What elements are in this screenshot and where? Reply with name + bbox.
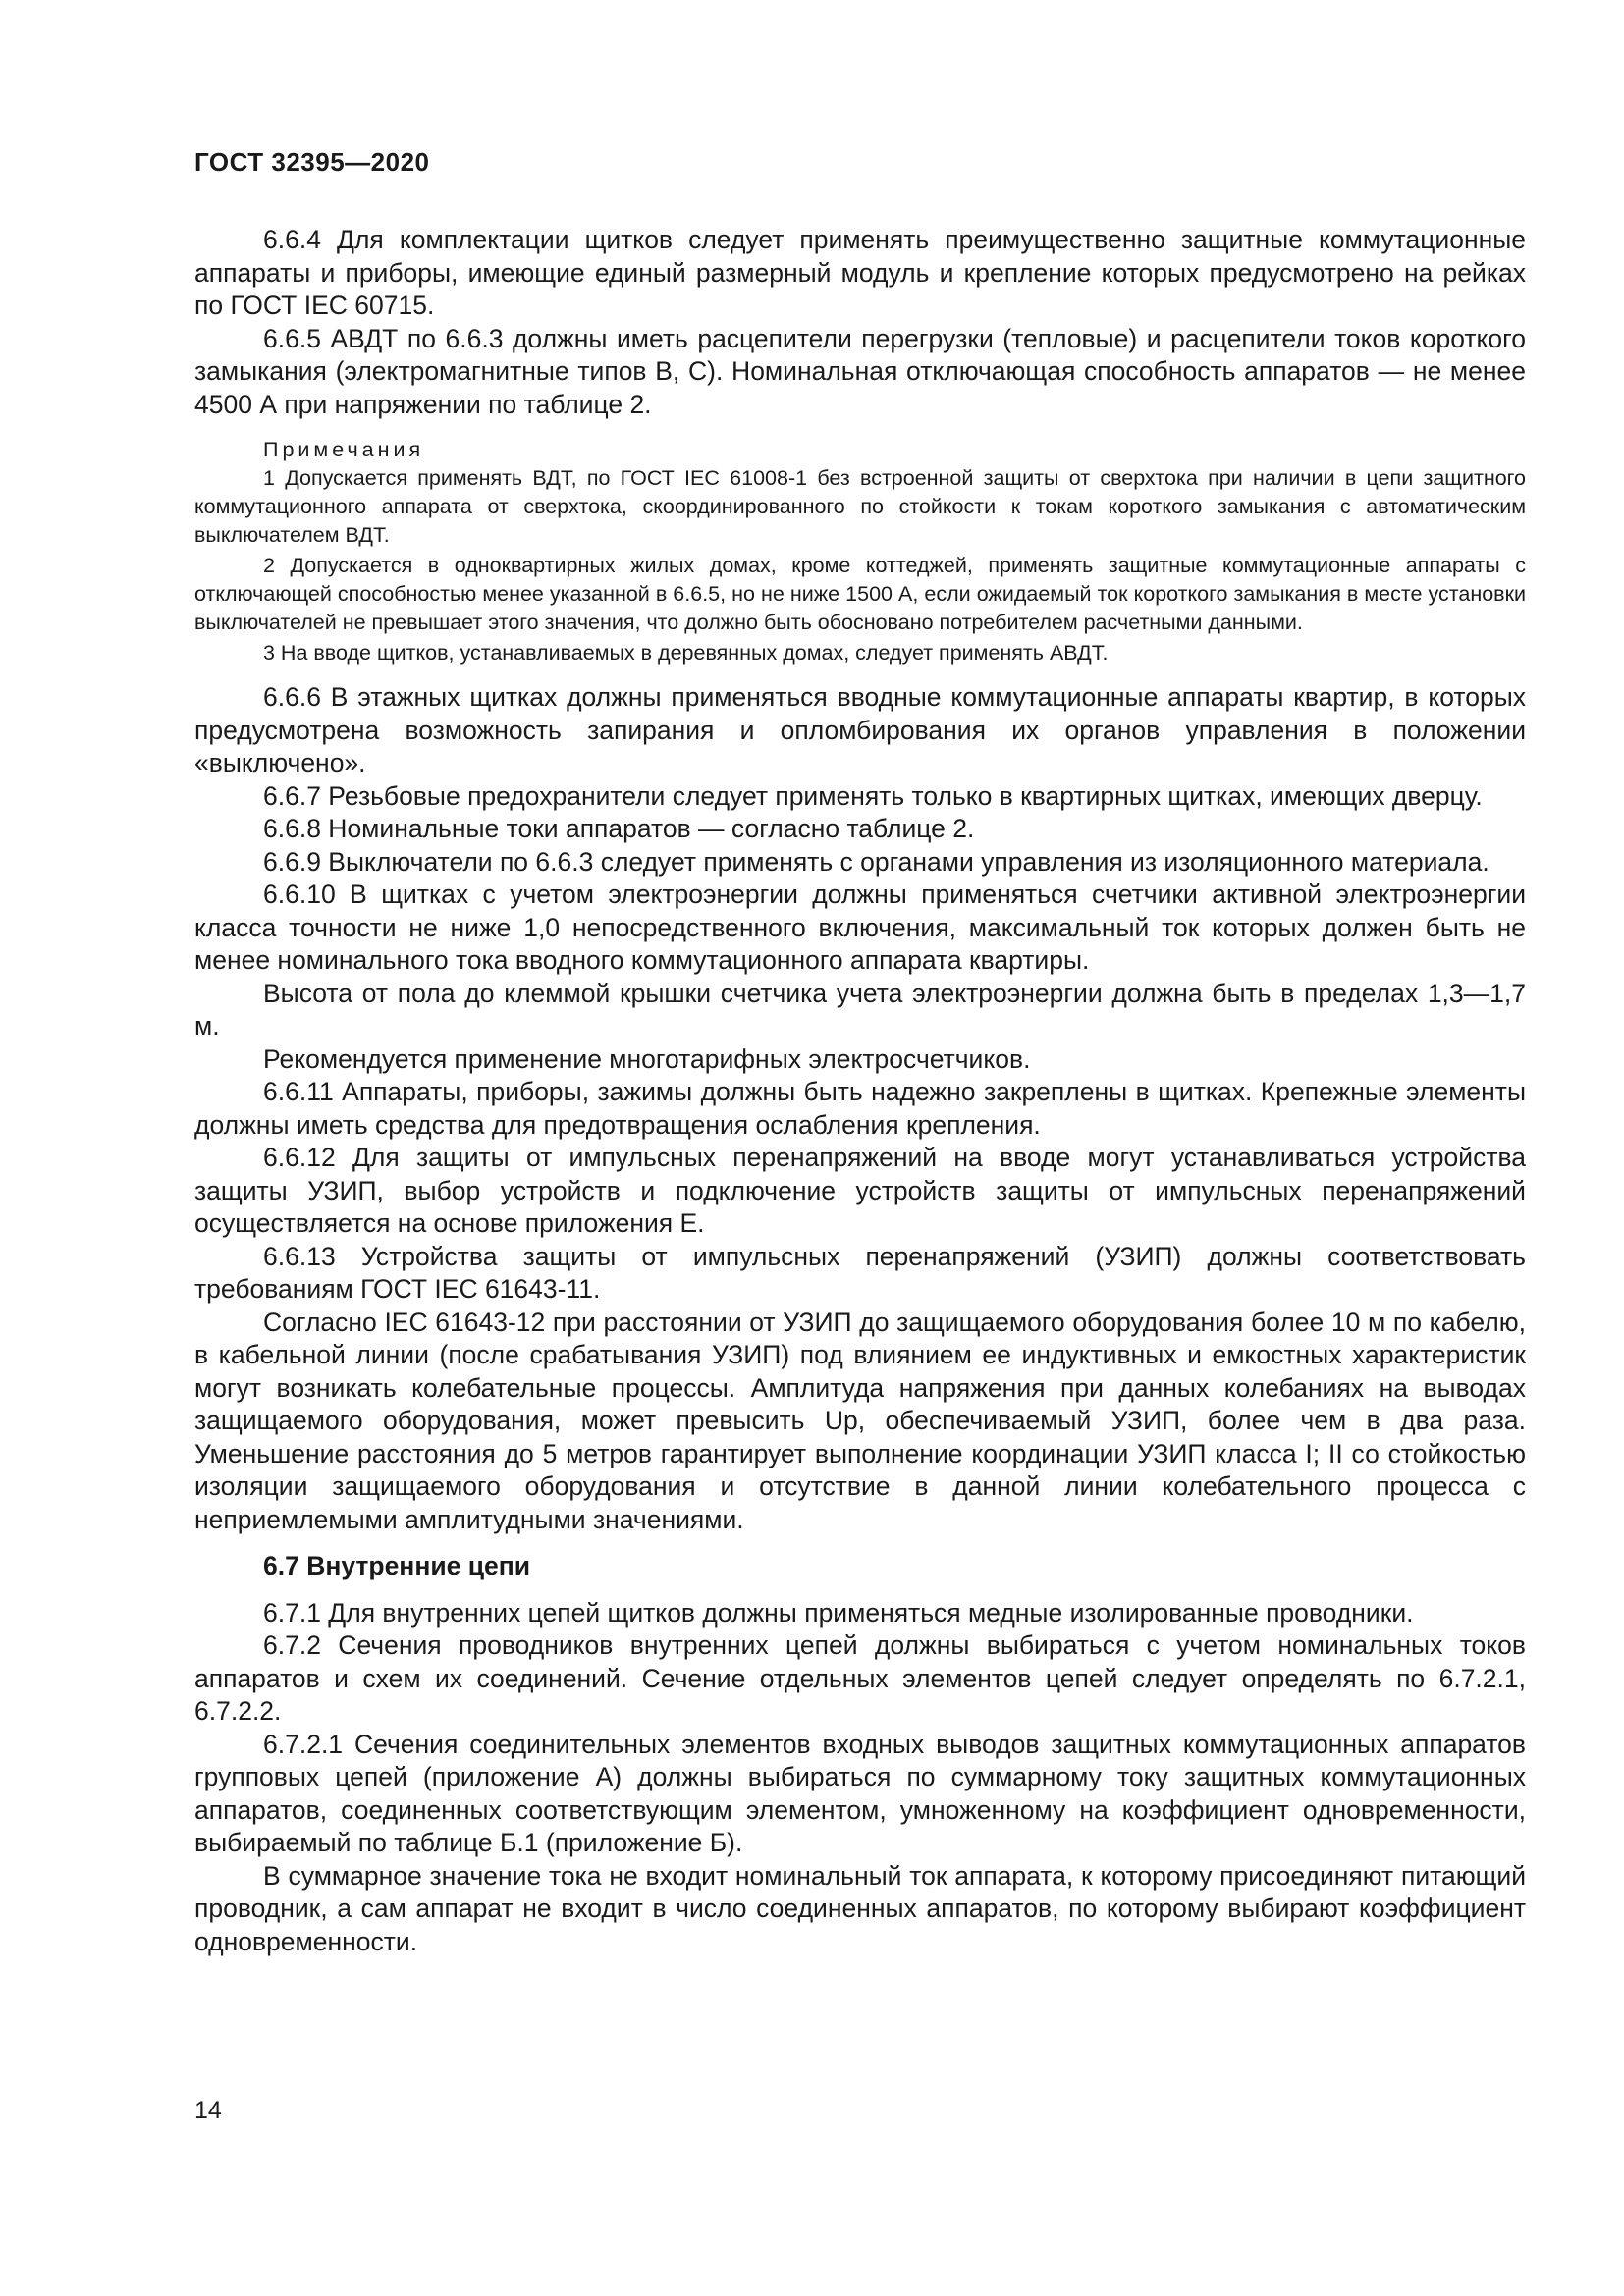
- clause-6-6-11: 6.6.11 Аппараты, приборы, зажимы должны быть надежно закреплены в щитках. Крепежные элементы должны иметь средства для предотвращения ослабления крепления.: [194, 1077, 1526, 1140]
- note-2: 2 Допускается в одноквартирных жилых домах, кроме коттеджей, применять защитные коммутационные аппараты с отключающей способностью менее указанной в 6.6.5, но не ниже 1500 А, если ожидаемый ток короткого замыкания в месте установки выключателей не превышает этого значения, что должно быть обосновано потребителем расчетными данными.: [194, 554, 1526, 634]
- clause-6-6-12: 6.6.12 Для защиты от импульсных перенапряжений на вводе могут устанавливаться устройства защиты УЗИП, выбор устройств и подключение устройств защиты от импульсных перенапряжений осуществляется на основе приложения Е.: [194, 1143, 1526, 1238]
- clause-6-7-2-1: 6.7.2.1 Сечения соединительных элементов входных выводов защитных коммутационных аппаратов групповых цепей (приложение А) должны выбираться по суммарному току защитных коммутационных аппаратов, соединенных соответствующим элементом, умноженному на коэффициент одновременности, выбираемый по таблице Б.1 (приложение Б).: [194, 1729, 1526, 1857]
- clause-6-6-7: 6.6.7 Резьбовые предохранители следует применять только в квартирных щитках, имеющих дверцу.: [263, 780, 1483, 811]
- document-code-header: ГОСТ 32395—2020: [194, 147, 430, 177]
- clause-6-6-4: 6.6.4 Для комплектации щитков следует применять преимущественно защитные коммутационные аппараты и приборы, имеющие единый размерный модуль и крепление которых предусмотрено на рейках по ГОСТ IEC 60715.: [194, 225, 1526, 320]
- clause-6-6-10: 6.6.10 В щитках с учетом электроэнергии должны применяться счетчики активной электроэнергии класса точности не ниже 1,0 непосредственного включения, максимальный ток которых должен быть не менее номинального тока вводного коммутационного аппарата квартиры.: [194, 880, 1526, 975]
- clause-6-7-1: 6.7.1 Для внутренних цепей щитков должны применяться медные изолированные проводники.: [263, 1597, 1414, 1628]
- document-body: [194, 224, 1526, 1958]
- clause-6-6-6: 6.6.6 В этажных щитках должны применяться вводные коммутационные аппараты квартир, в которых предусмотрена возможность запирания и опломбирования их органов управления в положении «выключено».: [194, 682, 1526, 777]
- page-number: 14: [194, 2097, 222, 2124]
- section-heading-6-7: 6.7 Внутренние цепи: [263, 1551, 531, 1580]
- notes-block: [194, 435, 1526, 667]
- clause-6-7-2: 6.7.2 Сечения проводников внутренних цепей должны выбираться с учетом номинальных токов аппаратов и схем их соединений. Сечение отдельных элементов цепей следует определять по 6.7.2.1, 6.7.2.2.: [194, 1630, 1526, 1726]
- note-3: 3 На вводе щитков, устанавливаемых в деревянных домах, следует применять АВДТ.: [263, 641, 1109, 665]
- clause-6-6-5: 6.6.5 АВДТ по 6.6.3 должны иметь расцепители перегрузки (тепловые) и расцепители токов короткого замыкания (электромагнитные типов B, C). Номинальная отключающая способность аппаратов — не менее 4500 А при напряжении по таблице 2.: [194, 323, 1526, 419]
- notes-title: Примечания: [263, 438, 425, 461]
- note-1: 1 Допускается применять ВДТ, по ГОСТ IEC 61008-1 без встроенной защиты от сверхтока при наличии в цепи защитного коммутационного аппарата от сверхтока, скоординированного по стойкости к токам короткого замыкания с автоматическим выключателем ВДТ.: [194, 466, 1526, 547]
- iec-61643-12-paragraph: Согласно IEC 61643-12 при расстоянии от УЗИП до защищаемого оборудования более 10 м по кабелю, в кабельной линии (после срабатывания УЗИП) под влиянием ее индуктивных и емкостных характеристик могут возникать колебательные процессы. Амплитуда напряжения при данных колебаниях на выводах защищаемого оборудования, может превысить Up, обеспечиваемый УЗИП, более чем в два раза. Уменьшение расстояния до 5 метров гарантирует выполнение координации УЗИП класса I; II со стойкостью изоляции защищаемого оборудования и отсутствие в данной линии колебательного процесса с неприемлемыми амплитудными значениями.: [194, 1307, 1526, 1534]
- clause-6-6-9: 6.6.9 Выключатели по 6.6.3 следует применять с органами управления из изоляционного материала.: [263, 846, 1489, 877]
- meter-height-paragraph: Высота от пола до клеммой крышки счетчика учета электроэнергии должна быть в пределах 1,3—1,7 м.: [194, 978, 1526, 1041]
- clause-6-6-8: 6.6.8 Номинальные токи аппаратов — согласно таблице 2.: [263, 814, 975, 843]
- clause-6-6-13: 6.6.13 Устройства защиты от импульсных перенапряжений (УЗИП) должны соответствовать требованиям ГОСТ IEC 61643-11.: [194, 1241, 1526, 1304]
- total-current-paragraph: В суммарное значение тока не входит номинальный ток аппарата, к которому присоединяют питающий проводник, а сам аппарат не входит в число соединенных аппаратов, по которому выбирают коэффициент одновременности.: [194, 1860, 1526, 1956]
- multitariff-paragraph: Рекомендуется применение многотарифных электросчетчиков.: [263, 1043, 1031, 1074]
